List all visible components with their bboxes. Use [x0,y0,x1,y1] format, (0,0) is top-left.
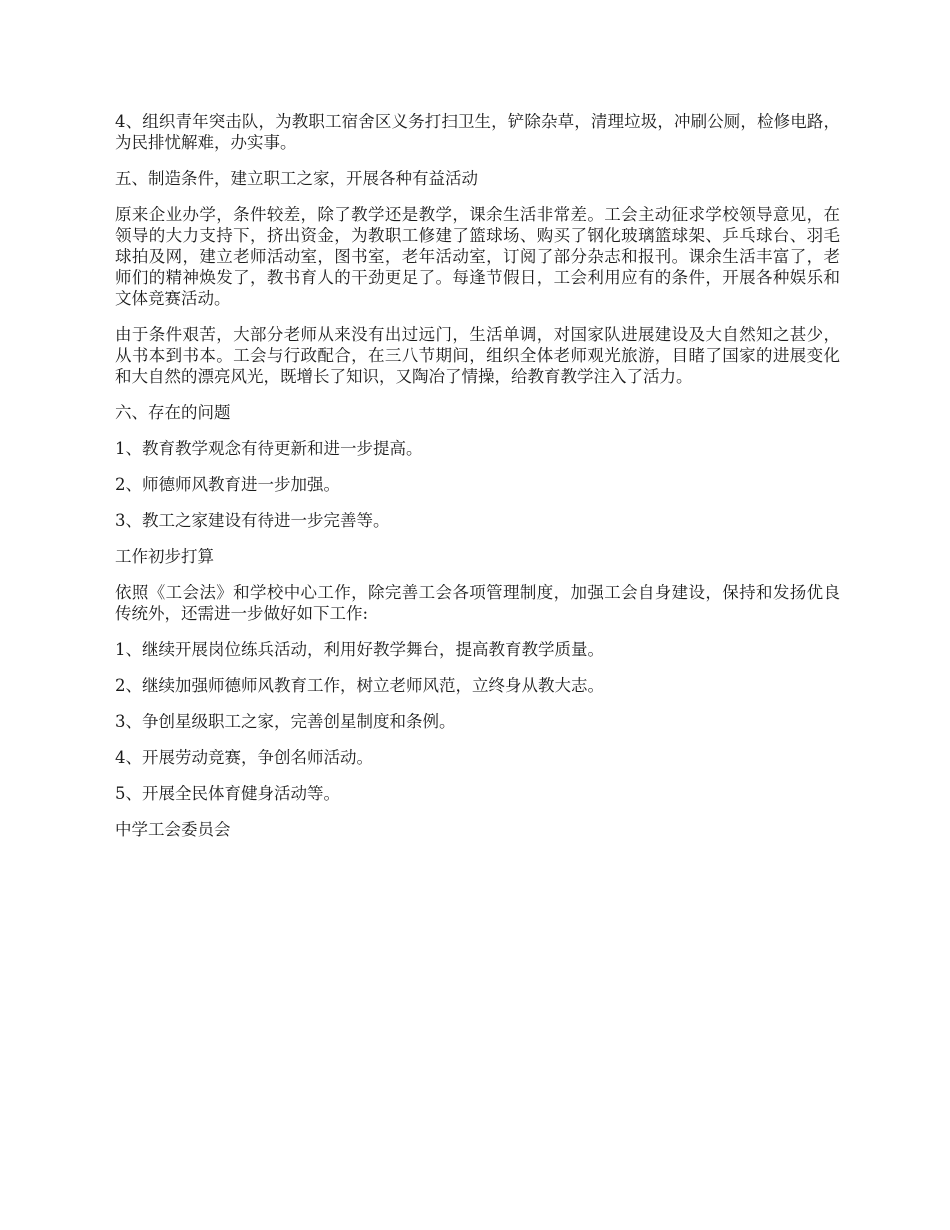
problem-item-1: 1、教育教学观念有待更新和进一步提高。 [115,439,423,458]
section-heading-five: 五、制造条件，建立职工之家，开展各种有益活动 [115,169,478,188]
plan-item-1: 1、继续开展岗位练兵活动，利用好教学舞台，提高教育教学质量。 [115,640,604,659]
paragraph-travel: 由于条件艰苦，大部分老师从来没有出过远门，生活单调，对国家队进展建设及大自然知之甚少，从书本到书本。工会与行政配合，在三八节期间，组织全体老师观光旅游，目睹了国家的进展变化和大自然的漂亮风光，既增长了知识，又陶冶了情操，给教育教学注入了活力。 [115,325,840,386]
section-heading-six: 六、存在的问题 [115,403,231,422]
paragraph-item-4-volunteer-team: 4、组织青年突击队，为教职工宿舍区义务打扫卫生，铲除杂草，清理垃圾，冲刷公厕，检修电路，为民排忧解难，办实事。 [115,112,840,152]
plan-item-5: 5、开展全民体育健身活动等。 [115,784,340,803]
section-heading-plan: 工作初步打算 [115,547,214,566]
plan-item-2: 2、继续加强师德师风教育工作，树立老师风范，立终身从教大志。 [115,676,604,695]
problem-item-2: 2、师德师风教育进一步加强。 [115,475,340,494]
paragraph-plan-intro: 依照《工会法》和学校中心工作，除完善工会各项管理制度，加强工会自身建设，保持和发扬优良传统外，还需进一步做好如下工作: [115,583,840,623]
paragraph-facilities: 原来企业办学，条件较差，除了教学还是教学，课余生活非常差。工会主动征求学校领导意见，在领导的大力支持下，挤出资金，为教职工修建了篮球场、购买了钢化玻璃篮球架、乒乓球台、羽毛球拍及网，建立老师活动室，图书室，老年活动室，订阅了部分杂志和报刊。课余生活丰富了，老师们的精神焕发了，教书育人的干劲更足了。每逢节假日，工会利用应有的条件，开展各种娱乐和文体竞赛活动。 [115,205,840,308]
document-body [115,111,840,855]
signature-organization: 中学工会委员会 [115,820,231,839]
problem-item-3: 3、教工之家建设有待进一步完善等。 [115,511,390,530]
plan-item-3: 3、争创星级职工之家，完善创星制度和条例。 [115,712,456,731]
plan-item-4: 4、开展劳动竞赛，争创名师活动。 [115,748,373,767]
